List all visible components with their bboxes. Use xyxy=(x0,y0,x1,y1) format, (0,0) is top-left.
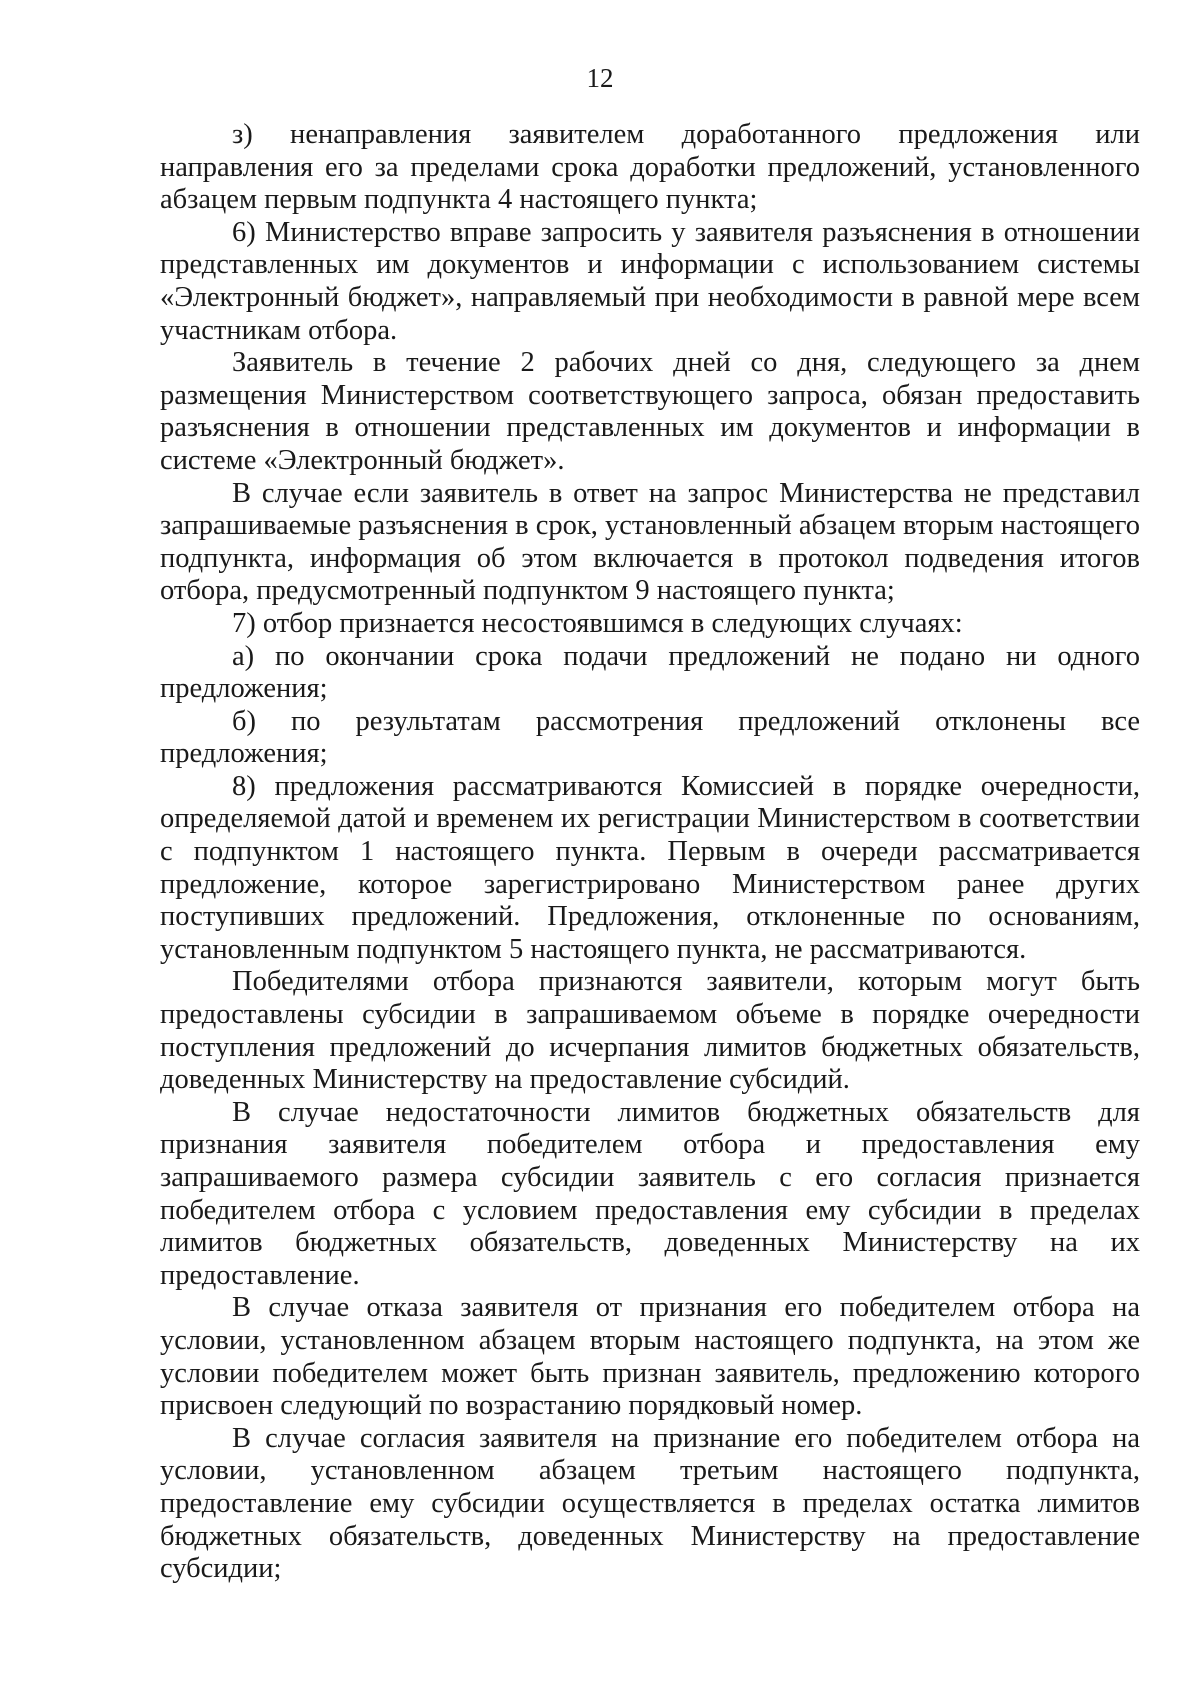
document-body xyxy=(160,119,1140,1586)
paragraph-refusal-case: В случае отказа заявителя от признания его победителем отбора на условии, установленном абзацем вторым настоящего подпункта, на этом же условии победителем может быть признан заявитель, предложению которого присвоен следующий по возрастанию порядковый номер. xyxy=(160,1292,1140,1422)
paragraph-z-nonsubmission: з) ненаправления заявителем доработанного предложения или направления его за пределами срока доработки предложений, установленного абзацем первым подпункта 4 настоящего пункта; xyxy=(160,119,1140,216)
paragraph-7b-all-rejected: б) по результатам рассмотрения предложений отклонены все предложения; xyxy=(160,705,1140,770)
paragraph-7a-no-proposals: а) по окончании срока подачи предложений не подано ни одного предложения; xyxy=(160,640,1140,705)
paragraph-7-selection-failed: 7) отбор признается несостоявшимся в следующих случаях: xyxy=(232,607,963,639)
page-number: 12 xyxy=(586,63,614,93)
paragraph-consent-case: В случае согласия заявителя на признание его победителем отбора на условии, установленном абзацем третьим настоящего подпункта, предоставление ему субсидии осуществляется в пределах остатка лимитов бюджетных обязательств, доведенных Министерству на предоставление субсидии; xyxy=(160,1422,1140,1585)
paragraph-winners-definition: Победителями отбора признаются заявители, которым могут быть предоставлены субсидии в запрашиваемом объеме в порядке очередности поступления предложений до исчерпания лимитов бюджетных обязательств, доведенных Министерству на предоставление субсидий. xyxy=(160,966,1140,1096)
paragraph-applicant-response-deadline: Заявитель в течение 2 рабочих дней со дня, следующего за днем размещения Министерством соответствующего запроса, обязан предоставить разъяснения в отношении представленных им документов и информации в системе «Электронный бюджет». xyxy=(160,347,1140,476)
paragraph-insufficient-limits: В случае недостаточности лимитов бюджетных обязательств для признания заявителя победителем отбора и предоставления ему запрашиваемого размера субсидии заявитель с его согласия признается победителем отбора с условием предоставления ему субсидии в пределах лимитов бюджетных обязательств, доведенных Министерству на их предоставление. xyxy=(160,1096,1140,1291)
paragraph-no-clarification-case: В случае если заявитель в ответ на запрос Министерства не представил запрашиваемые разъяснения в срок, установленный абзацем вторым настоящего подпункта, информация об этом включается в протокол подведения итогов отбора, предусмотренный подпунктом 9 настоящего пункта; xyxy=(160,477,1140,607)
paragraph-6-clarification-request: 6) Министерство вправе запросить у заявителя разъяснения в отношении представленных им документов и информации с использованием системы «Электронный бюджет», направляемый при необходимости в равной мере всем участникам отбора. xyxy=(160,216,1140,346)
paragraph-8-review-order: 8) предложения рассматриваются Комиссией в порядке очередности, определяемой датой и временем их регистрации Министерством в соответствии с подпунктом 1 настоящего пункта. Первым в очереди рассматривается предложение, которое зарегистрировано Министерством ранее других поступивших предложений. Предложения, отклоненные по основаниям, установленным подпунктом 5 настоящего пункта, не рассматриваются. xyxy=(160,770,1140,965)
